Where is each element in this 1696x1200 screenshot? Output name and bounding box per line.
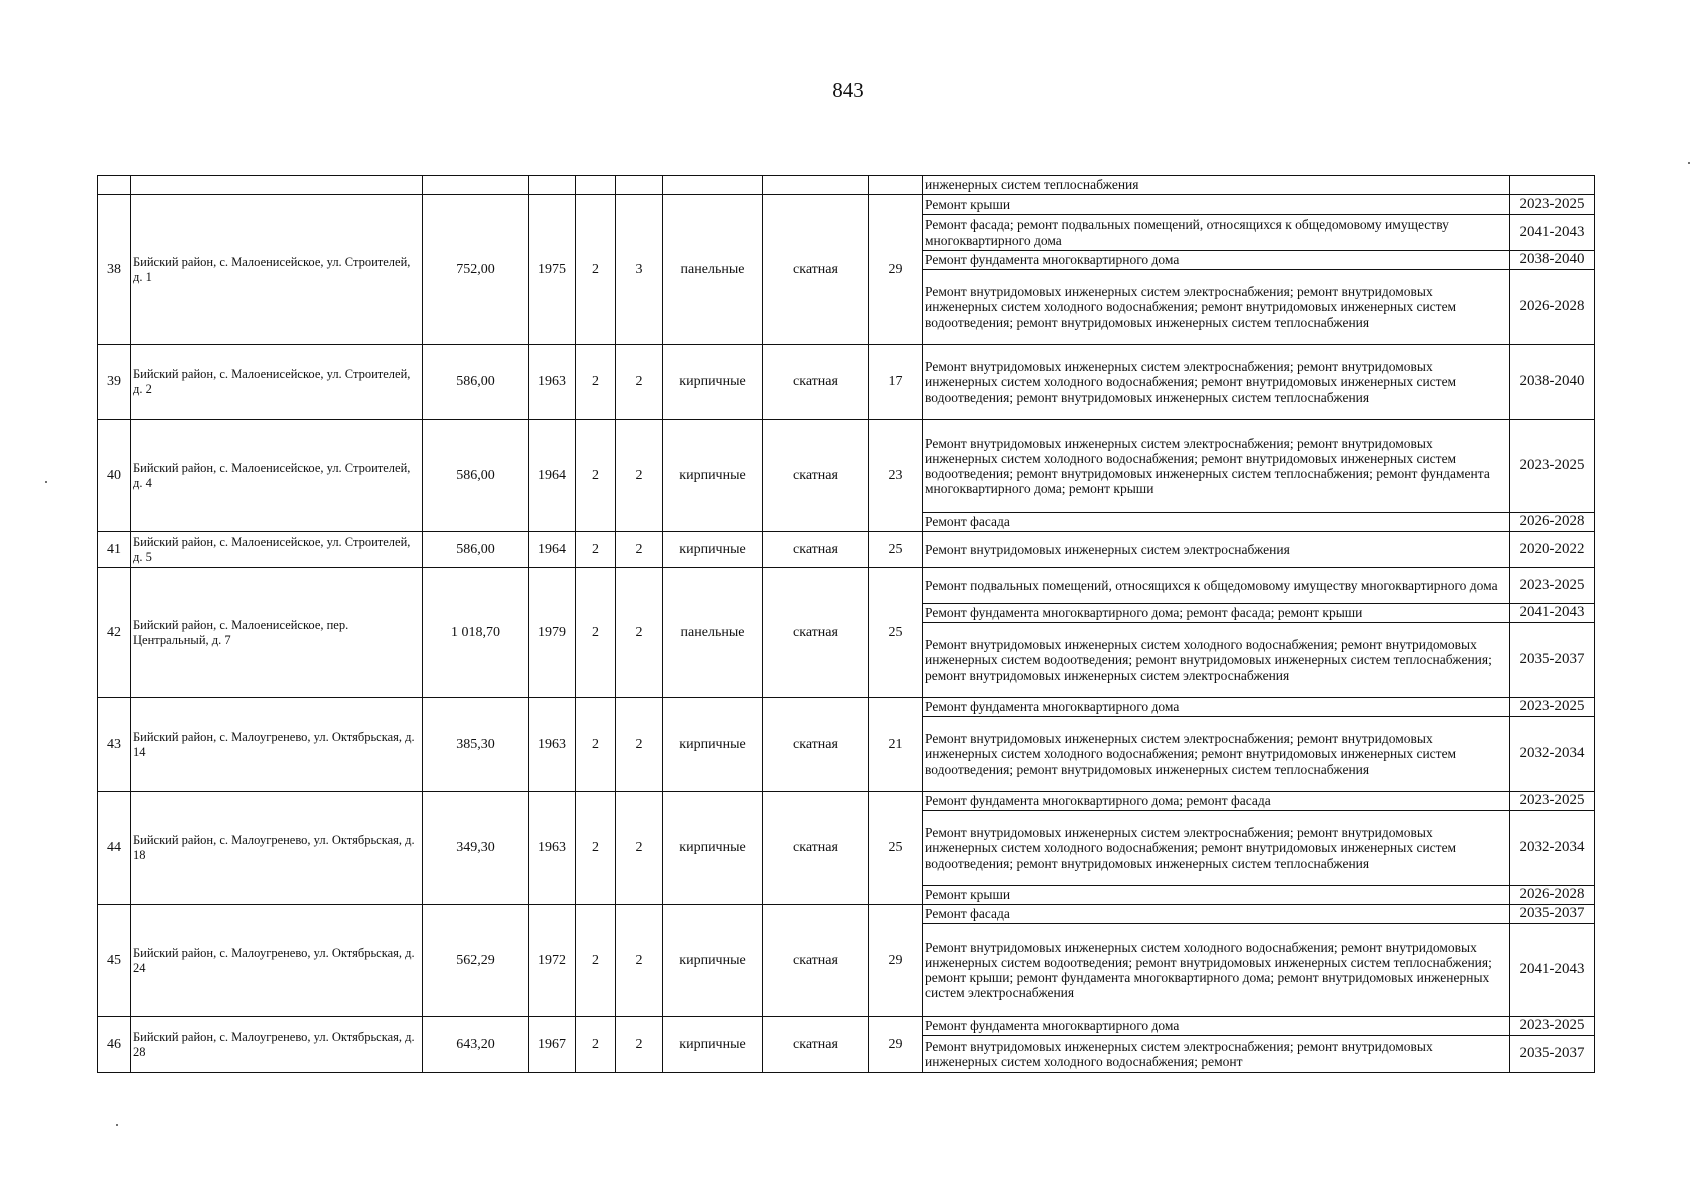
work-period: 2032-2034 bbox=[1510, 717, 1595, 792]
row-number: 43 bbox=[98, 698, 131, 792]
house-address: Бийский район, с. Малоенисейское, ул. Строителей, д. 1 bbox=[131, 195, 423, 345]
work-description: Ремонт фасада bbox=[923, 905, 1510, 924]
work-description: Ремонт крыши bbox=[923, 886, 1510, 905]
total-area: 349,30 bbox=[423, 792, 529, 905]
empty-cell bbox=[1510, 176, 1595, 195]
empty-cell bbox=[869, 176, 923, 195]
work-description: Ремонт фундамента многоквартирного дома; ремонт фасада bbox=[923, 792, 1510, 811]
floors-count: 2 bbox=[576, 1017, 616, 1073]
work-period: 2035-2037 bbox=[1510, 905, 1595, 924]
wear-percent: 29 bbox=[869, 905, 923, 1017]
roof-type: скатная bbox=[763, 792, 869, 905]
empty-cell bbox=[98, 176, 131, 195]
wall-material: панельные bbox=[663, 195, 763, 345]
row-number: 38 bbox=[98, 195, 131, 345]
work-period: 2041-2043 bbox=[1510, 604, 1595, 623]
work-period: 2023-2025 bbox=[1510, 420, 1595, 513]
entrances-count: 2 bbox=[616, 568, 663, 698]
house-address: Бийский район, с. Малоугренево, ул. Октябрьская, д. 24 bbox=[131, 905, 423, 1017]
work-description: Ремонт фундамента многоквартирного дома bbox=[923, 1017, 1510, 1036]
floors-count: 2 bbox=[576, 532, 616, 568]
row-number: 40 bbox=[98, 420, 131, 532]
entrances-count: 2 bbox=[616, 1017, 663, 1073]
table-row bbox=[98, 792, 1595, 811]
table-body bbox=[98, 176, 1595, 1073]
empty-cell bbox=[576, 176, 616, 195]
work-description: Ремонт внутридомовых инженерных систем холодного водоснабжения; ремонт внутридомовых инженерных систем водоотведения; ремонт внутридомовых инженерных систем теплоснабжения; ремонт крыши; ремонт фундамента многоквартирного дома; ремонт внутридомовых инженерных систем электроснабжения bbox=[923, 924, 1510, 1017]
wear-percent: 23 bbox=[869, 420, 923, 532]
scan-speck bbox=[116, 1124, 118, 1126]
work-description: Ремонт внутридомовых инженерных систем электроснабжения; ремонт внутридомовых инженерных систем холодного водоснабжения; ремонт внутридомовых инженерных систем водоотведения; ремонт внутридомовых инженерных систем теплоснабжения bbox=[923, 270, 1510, 345]
house-address: Бийский район, с. Малоугренево, ул. Октябрьская, д. 18 bbox=[131, 792, 423, 905]
work-period: 2041-2043 bbox=[1510, 924, 1595, 1017]
house-address: Бийский район, с. Малоенисейское, ул. Строителей, д. 4 bbox=[131, 420, 423, 532]
roof-type: скатная bbox=[763, 1017, 869, 1073]
work-description: Ремонт внутридомовых инженерных систем электроснабжения bbox=[923, 532, 1510, 568]
build-year: 1964 bbox=[529, 532, 576, 568]
total-area: 1 018,70 bbox=[423, 568, 529, 698]
work-period: 2020-2022 bbox=[1510, 532, 1595, 568]
wall-material: кирпичные bbox=[663, 345, 763, 420]
total-area: 643,20 bbox=[423, 1017, 529, 1073]
floors-count: 2 bbox=[576, 195, 616, 345]
empty-cell bbox=[423, 176, 529, 195]
row-number: 42 bbox=[98, 568, 131, 698]
wear-percent: 17 bbox=[869, 345, 923, 420]
wear-percent: 21 bbox=[869, 698, 923, 792]
work-description: Ремонт фундамента многоквартирного дома bbox=[923, 698, 1510, 717]
work-period: 2041-2043 bbox=[1510, 215, 1595, 251]
wall-material: кирпичные bbox=[663, 905, 763, 1017]
roof-type: скатная bbox=[763, 698, 869, 792]
table-row bbox=[98, 568, 1595, 604]
empty-cell bbox=[131, 176, 423, 195]
wear-percent: 25 bbox=[869, 532, 923, 568]
work-period: 2026-2028 bbox=[1510, 270, 1595, 345]
house-address: Бийский район, с. Малоугренево, ул. Октябрьская, д. 28 bbox=[131, 1017, 423, 1073]
work-period: 2032-2034 bbox=[1510, 811, 1595, 886]
work-period: 2023-2025 bbox=[1510, 568, 1595, 604]
empty-cell bbox=[763, 176, 869, 195]
total-area: 752,00 bbox=[423, 195, 529, 345]
entrances-count: 3 bbox=[616, 195, 663, 345]
continuation-row bbox=[98, 176, 1595, 195]
work-description: Ремонт крыши bbox=[923, 195, 1510, 215]
wear-percent: 29 bbox=[869, 195, 923, 345]
work-period: 2035-2037 bbox=[1510, 1036, 1595, 1073]
wear-percent: 25 bbox=[869, 568, 923, 698]
floors-count: 2 bbox=[576, 905, 616, 1017]
empty-cell bbox=[616, 176, 663, 195]
roof-type: скатная bbox=[763, 195, 869, 345]
table-row bbox=[98, 1017, 1595, 1036]
table-row bbox=[98, 345, 1595, 420]
table-row bbox=[98, 420, 1595, 513]
table-row bbox=[98, 195, 1595, 215]
work-description: Ремонт внутридомовых инженерных систем электроснабжения; ремонт внутридомовых инженерных систем холодного водоснабжения; ремонт внутридомовых инженерных систем водоотведения; ремонт внутридомовых инженерных систем теплоснабжения bbox=[923, 811, 1510, 886]
row-number: 44 bbox=[98, 792, 131, 905]
work-description: Ремонт фундамента многоквартирного дома bbox=[923, 251, 1510, 270]
build-year: 1967 bbox=[529, 1017, 576, 1073]
roof-type: скатная bbox=[763, 905, 869, 1017]
work-description: Ремонт подвальных помещений, относящихся к общедомовому имуществу многоквартирного дома bbox=[923, 568, 1510, 604]
total-area: 586,00 bbox=[423, 345, 529, 420]
repair-program-table bbox=[97, 175, 1595, 1073]
table-row bbox=[98, 532, 1595, 568]
work-description: Ремонт фундамента многоквартирного дома; ремонт фасада; ремонт крыши bbox=[923, 604, 1510, 623]
floors-count: 2 bbox=[576, 698, 616, 792]
house-address: Бийский район, с. Малоенисейское, ул. Строителей, д. 2 bbox=[131, 345, 423, 420]
build-year: 1975 bbox=[529, 195, 576, 345]
floors-count: 2 bbox=[576, 568, 616, 698]
wall-material: кирпичные bbox=[663, 420, 763, 532]
work-period: 2023-2025 bbox=[1510, 1017, 1595, 1036]
work-description: Ремонт фасада; ремонт подвальных помещений, относящихся к общедомовому имуществу многоквартирного дома bbox=[923, 215, 1510, 251]
work-period: 2038-2040 bbox=[1510, 251, 1595, 270]
entrances-count: 2 bbox=[616, 698, 663, 792]
total-area: 562,29 bbox=[423, 905, 529, 1017]
build-year: 1964 bbox=[529, 420, 576, 532]
wear-percent: 25 bbox=[869, 792, 923, 905]
work-description: Ремонт внутридомовых инженерных систем холодного водоснабжения; ремонт внутридомовых инженерных систем водоотведения; ремонт внутридомовых инженерных систем теплоснабжения; ремонт внутридомовых инженерных систем электроснабжения bbox=[923, 623, 1510, 698]
empty-cell bbox=[529, 176, 576, 195]
floors-count: 2 bbox=[576, 420, 616, 532]
table-row bbox=[98, 905, 1595, 924]
build-year: 1963 bbox=[529, 345, 576, 420]
roof-type: скатная bbox=[763, 568, 869, 698]
work-description: Ремонт внутридомовых инженерных систем электроснабжения; ремонт внутридомовых инженерных систем холодного водоснабжения; ремонт внутридомовых инженерных систем водоотведения; ремонт внутридомовых инженерных систем теплоснабжения bbox=[923, 345, 1510, 420]
row-number: 41 bbox=[98, 532, 131, 568]
row-number: 46 bbox=[98, 1017, 131, 1073]
floors-count: 2 bbox=[576, 345, 616, 420]
work-description: Ремонт фасада bbox=[923, 513, 1510, 532]
wall-material: кирпичные bbox=[663, 792, 763, 905]
floors-count: 2 bbox=[576, 792, 616, 905]
scan-speck bbox=[1688, 162, 1690, 164]
build-year: 1979 bbox=[529, 568, 576, 698]
entrances-count: 2 bbox=[616, 532, 663, 568]
total-area: 586,00 bbox=[423, 532, 529, 568]
house-address: Бийский район, с. Малоугренево, ул. Октябрьская, д. 14 bbox=[131, 698, 423, 792]
row-number: 45 bbox=[98, 905, 131, 1017]
entrances-count: 2 bbox=[616, 345, 663, 420]
roof-type: скатная bbox=[763, 532, 869, 568]
build-year: 1963 bbox=[529, 698, 576, 792]
work-period: 2023-2025 bbox=[1510, 698, 1595, 717]
table-row bbox=[98, 698, 1595, 717]
page-number: 843 bbox=[832, 78, 864, 102]
work-description: Ремонт внутридомовых инженерных систем электроснабжения; ремонт внутридомовых инженерных систем холодного водоснабжения; ремонт внутридомовых инженерных систем водоотведения; ремонт внутридомовых инженерных систем теплоснабжения bbox=[923, 717, 1510, 792]
entrances-count: 2 bbox=[616, 420, 663, 532]
work-description: инженерных систем теплоснабжения bbox=[923, 176, 1510, 195]
wall-material: кирпичные bbox=[663, 698, 763, 792]
wall-material: панельные bbox=[663, 568, 763, 698]
work-period: 2023-2025 bbox=[1510, 792, 1595, 811]
work-period: 2026-2028 bbox=[1510, 513, 1595, 532]
build-year: 1963 bbox=[529, 792, 576, 905]
work-period: 2026-2028 bbox=[1510, 886, 1595, 905]
scan-speck bbox=[45, 481, 47, 483]
row-number: 39 bbox=[98, 345, 131, 420]
house-address: Бийский район, с. Малоенисейское, ул. Строителей, д. 5 bbox=[131, 532, 423, 568]
roof-type: скатная bbox=[763, 420, 869, 532]
wall-material: кирпичные bbox=[663, 532, 763, 568]
entrances-count: 2 bbox=[616, 905, 663, 1017]
total-area: 385,30 bbox=[423, 698, 529, 792]
work-period: 2023-2025 bbox=[1510, 195, 1595, 215]
work-description: Ремонт внутридомовых инженерных систем электроснабжения; ремонт внутридомовых инженерных систем холодного водоснабжения; ремонт внутридомовых инженерных систем водоотведения; ремонт внутридомовых инженерных систем теплоснабжения; ремонт фундамента многоквартирного дома; ремонт крыши bbox=[923, 420, 1510, 513]
roof-type: скатная bbox=[763, 345, 869, 420]
entrances-count: 2 bbox=[616, 792, 663, 905]
house-address: Бийский район, с. Малоенисейское, пер. Центральный, д. 7 bbox=[131, 568, 423, 698]
work-period: 2038-2040 bbox=[1510, 345, 1595, 420]
wall-material: кирпичные bbox=[663, 1017, 763, 1073]
build-year: 1972 bbox=[529, 905, 576, 1017]
work-period: 2035-2037 bbox=[1510, 623, 1595, 698]
work-description: Ремонт внутридомовых инженерных систем электроснабжения; ремонт внутридомовых инженерных систем холодного водоснабжения; ремонт bbox=[923, 1036, 1510, 1073]
total-area: 586,00 bbox=[423, 420, 529, 532]
wear-percent: 29 bbox=[869, 1017, 923, 1073]
empty-cell bbox=[663, 176, 763, 195]
